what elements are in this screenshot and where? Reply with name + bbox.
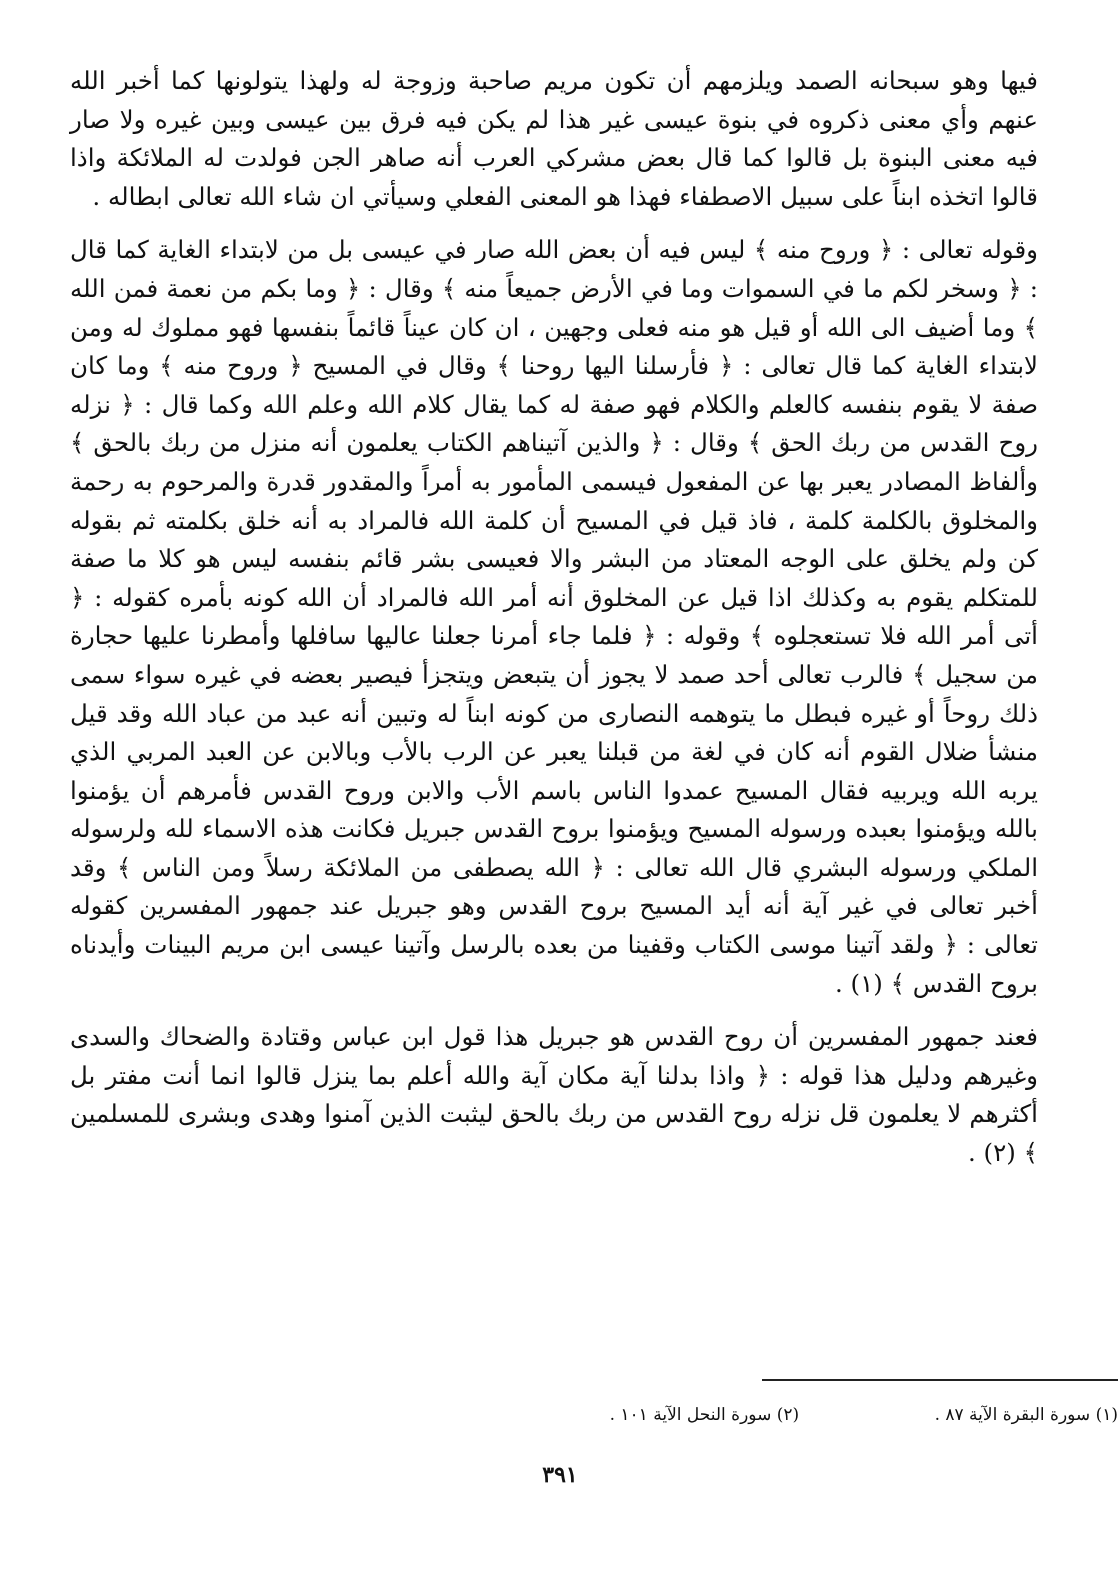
body-text [70, 62, 1038, 1173]
footnote-1: (١) سورة البقرة الآية ٨٧ . [934, 1405, 1118, 1425]
document-page [70, 62, 1038, 1552]
paragraph-1: فيها وهو سبحانه الصمد ويلزمهم أن تكون مريم صاحبة وزوجة له ولهذا يتولونها كما أخبر الله عنهم وأي معنى ذكروه في بنوة عيسى غير هذا لم يكن فيه فرق بين عيسى وبين غيره ولا صار فيه معنى البنوة بل قالوا كما قال بعض مشركي العرب أنه صاهر الجن فولدت له الملائكة واذا قالوا اتخذه ابناً على سبيل الاصطفاء فهذا هو المعنى الفعلي وسيأتي ان شاء الله تعالى ابطاله . [70, 66, 1038, 211]
paragraph-2: وقوله تعالى : ﴿ وروح منه ﴾ ليس فيه أن بعض الله صار في عيسى بل من لابتداء الغاية كما قال : ﴿ وسخر لكم ما في السموات وما في الأرض جميعاً منه ﴾ وقال : ﴿ وما بكم من نعمة فمن الله ﴾ وما أضيف الى الله أو قيل هو منه فعلى وجهين ، ان كان عيناً قائماً بنفسها فهو مملوك له ومن لابتداء الغاية كما قال تعالى : ﴿ فأرسلنا اليها روحنا ﴾ وقال في المسيح ﴿ وروح منه ﴾ وما كان صفة لا يقوم بنفسه كالعلم والكلام فهو صفة له كما يقال كلام الله وعلم الله وكما قال : ﴿ نزله روح القدس من ربك الحق ﴾ وقال : ﴿ والذين آتيناهم الكتاب يعلمون أنه منزل من ربك بالحق ﴾ وألفاظ المصادر يعبر بها عن المفعول فيسمى المأمور به أمراً والمقدور قدرة والمرحوم به رحمة والمخلوق بالكلمة كلمة ، فاذ قيل في المسيح أن كلمة الله فالمراد به أنه خلق بكلمته ثم بقوله كن ولم يخلق على الوجه المعتاد من البشر والا فعيسى بشر قائم بنفسه ليس هو كلا ما صفة للمتكلم يقوم به وكذلك اذا قيل عن المخلوق أنه أمر الله فالمراد أن الله كونه بأمره كقوله : ﴿ أتى أمر الله فلا تستعجلوه ﴾ وقوله : ﴿ فلما جاء أمرنا جعلنا عاليها سافلها وأمطرنا عليها حجارة من سجيل ﴾ فالرب تعالى أحد صمد لا يجوز أن يتبعض ويتجزأ فيصير بعضه في غيره سواء سمى ذلك روحاً أو غيره فبطل ما يتوهمه النصارى من كونه ابناً له وتبين أنه عبد من عباد الله وقد قيل منشأ ضلال القوم أنه كان في لغة من قبلنا يعبر عن الرب بالأب وبالابن عن العبد المربي الذي يربه الله ويربيه فقال المسيح عمدوا الناس باسم الأب والابن وروح القدس فأمرهم أن يؤمنوا بالله ويؤمنوا بعبده ورسوله المسيح ويؤمنوا بروح القدس جبريل فكانت هذه الاسماء لله ولرسوله الملكي ورسوله البشري قال الله تعالى : ﴿ الله يصطفى من الملائكة رسلاً ومن الناس ﴾ وقد أخبر تعالى في غير آية أنه أيد المسيح بروح القدس وهو جبريل عند جمهور المفسرين كقوله تعالى : ﴿ ولقد آتينا موسى الكتاب وقفينا من بعده بالرسل وآتينا عيسى ابن مريم البينات وأيدناه بروح القدس ﴾ (١) . [70, 235, 1038, 998]
footnote-divider [762, 1379, 1118, 1381]
page-number: ٣٩١ [542, 1462, 578, 1488]
paragraph-3: فعند جمهور المفسرين أن روح القدس هو جبريل هذا قول ابن عباس وقتادة والضحاك والسدى وغيرهم ودليل هذا قوله : ﴿ واذا بدلنا آية مكان آية والله أعلم بما ينزل قالوا انما أنت مفتر بل أكثرهم لا يعلمون قل نزله روح القدس من ربك بالحق ليثبت الذين آمنوا وهدى وبشرى للمسلمين ﴾ (٢) . [70, 1022, 1038, 1168]
footnotes [150, 1404, 1118, 1426]
footnote-2: (٢) سورة النحل الآية ١٠١ . [609, 1405, 800, 1425]
